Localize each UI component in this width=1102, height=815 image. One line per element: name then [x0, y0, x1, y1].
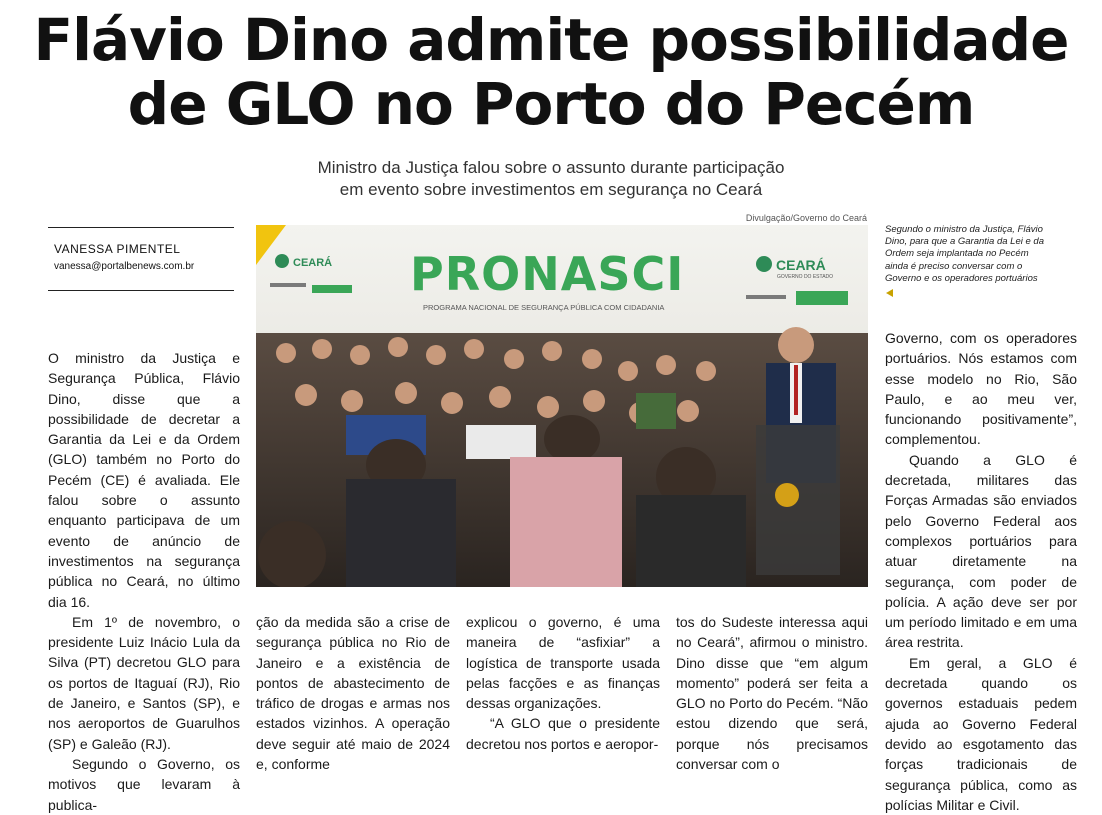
pronasci-banner: [410, 247, 684, 312]
byline: [48, 227, 234, 291]
headline: [0, 8, 1102, 136]
logo-left-text: CEARÁ: [293, 257, 333, 269]
headline-line-1: Flávio Dino admite possibilidade: [33, 6, 1069, 74]
event-photo: [256, 225, 868, 587]
paragraph: explicou o governo, é uma maneira de “asfixiar” a logística de transporte usada pelas facções e as finanças dessas organizações.: [466, 614, 660, 712]
photo-caption: Segundo o ministro da Justiça, Flávio Dino, para que a Garantia da Lei e da Ordem seja implantada no Pecém ainda é preciso conversar com o Governo e os operadores portuários: [885, 224, 1044, 284]
body-column-1: [48, 348, 240, 815]
logo-right-text: CEARÁ: [776, 257, 826, 273]
paragraph: Em 1º de novembro, o presidente Luiz Inácio Lula da Silva (PT) decretou GLO para os portos de Itaguaí (RJ), Rio de Janeiro, e Santos (SP), e nos aeroportos de Guarulhos (SP) e Galeão (RJ).: [48, 613, 240, 752]
paragraph: “A GLO que o presidente decretou nos portos e aeropor-: [466, 715, 660, 752]
paragraph: tos do Sudeste interessa aqui no Ceará”, afirmou o ministro. Dino disse que “em algum momento” poderá ser feita a GLO no Porto do Pecém. “Não estou dizendo que será, porque nós precisamos conversar com o: [676, 614, 868, 773]
deck-line-1: Ministro da Justiça falou sobre o assunto durante participação: [317, 158, 785, 177]
banner-subtitle: PROGRAMA NACIONAL DE SEGURANÇA PÚBLICA COM CIDADANIA: [423, 303, 665, 312]
logo-right-sub: GOVERNO DO ESTADO: [777, 274, 834, 280]
body-column-3: [466, 612, 660, 754]
paragraph: Em geral, a GLO é decretada quando os governos estaduais pedem ajuda ao Governo Federal devido ao esgotamento das forças tradicionais de segurança pública, como as polícias Militar e Civil.: [885, 654, 1077, 813]
author-name: VANESSA PIMENTEL: [54, 242, 181, 256]
body-column-2: [256, 612, 450, 774]
photo-credit: Divulgação/Governo do Ceará: [745, 213, 867, 223]
paragraph: ção da medida são a crise de segurança pública no Rio de Janeiro e a existência de pontos de abastecimento de tráfico de drogas e armas nos estados vizinhos. A operação deve seguir até maio de 2024 e, conforme: [256, 614, 450, 773]
paragraph: O ministro da Justiça e Segurança Pública, Flávio Dino, disse que a possibilidade de decretar a Garantia da Lei e da Ordem (GLO) também no Porto do Pecém (CE) é avaliada. Ele falou sobre o assunto enquanto participava de um evento de anúncio de investimentos na segurança pública no Ceará, no último dia 16.: [48, 350, 240, 610]
banner-title: PRONASCI: [410, 247, 685, 301]
paragraph: Governo, com os operadores portuários. Nós estamos com esse modelo no Rio, São Paulo, e ao meu ver, funcionando positivamente”, complementou.: [885, 330, 1077, 448]
deck-line-2: em evento sobre investimentos em segurança no Ceará: [339, 180, 763, 199]
headline-line-2: de GLO no Porto do Pecém: [127, 70, 975, 138]
body-column-4: [676, 612, 868, 774]
podium: [756, 425, 840, 575]
author-email[interactable]: vanessa@portalbenews.com.br: [54, 261, 195, 272]
paragraph: Quando a GLO é decretada, militares das Forças Armadas são enviados pelo Governo Federal aos complexos portuários para atuar diretamente na segurança, com poder de polícia. A ação deve ser por um período limitado e em uma área restrita.: [885, 451, 1077, 651]
deck: [0, 157, 1102, 201]
paragraph: Segundo o Governo, os motivos que levaram à publica-: [48, 755, 240, 813]
caption-arrow-icon: [886, 289, 893, 297]
body-column-5: [885, 328, 1077, 815]
